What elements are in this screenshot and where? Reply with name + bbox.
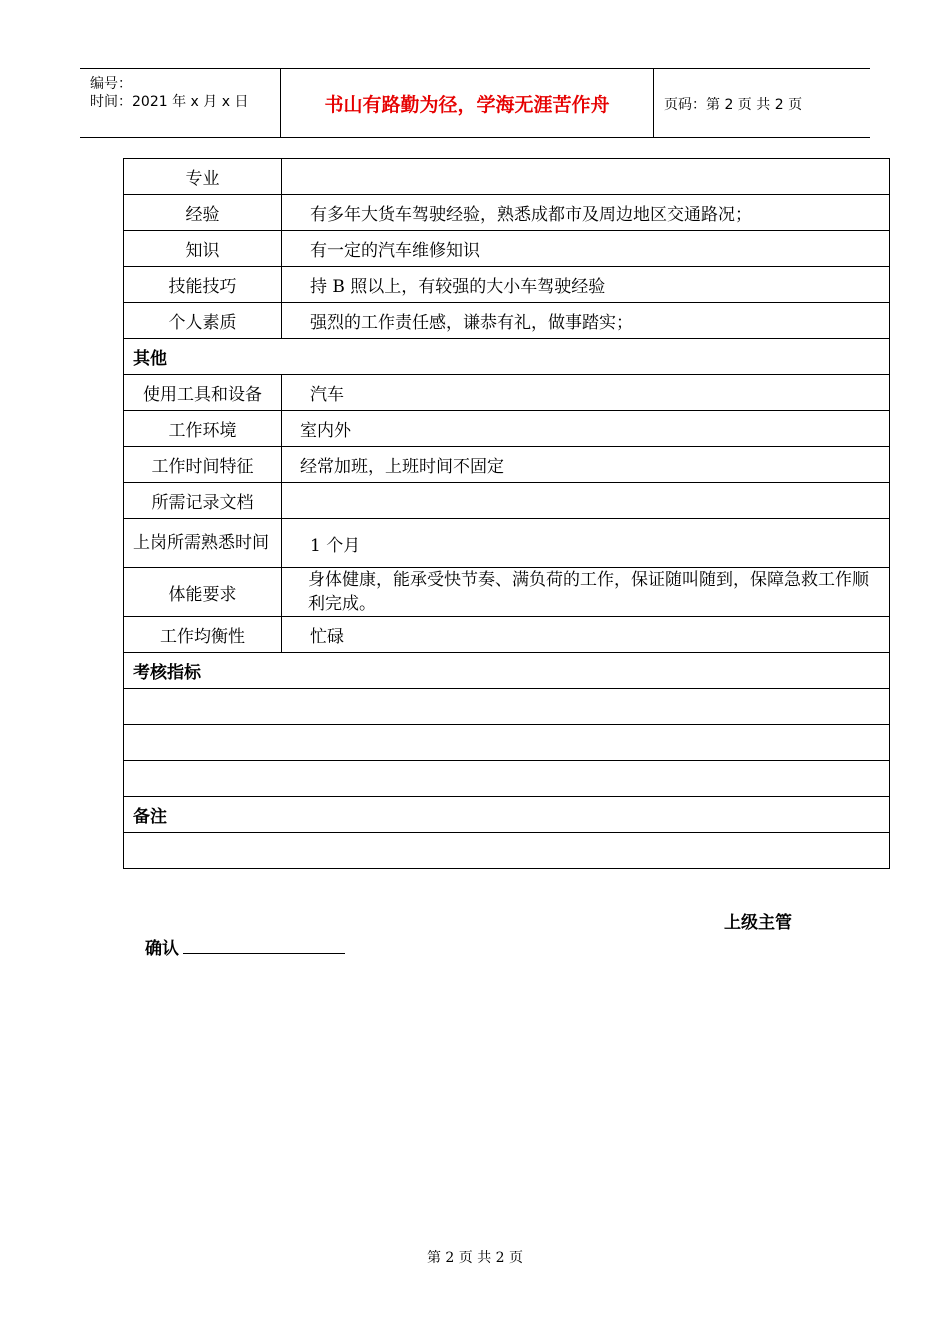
- section-notes-heading: 备注: [124, 797, 890, 833]
- job-description-table: [123, 158, 890, 869]
- label-knowledge: 知识: [124, 231, 282, 267]
- section-other-heading: 其他: [124, 339, 890, 375]
- value-documents: [282, 483, 890, 519]
- label-specialty: 专业: [124, 159, 282, 195]
- value-environment: 室内外: [282, 411, 890, 447]
- kpi-blank-cell: [124, 725, 890, 761]
- table-row: [124, 231, 890, 267]
- label-skills: 技能技巧: [124, 267, 282, 303]
- table-row: [124, 159, 890, 195]
- kpi-blank-cell: [124, 761, 890, 797]
- time-label: 时间：2021 年 x 月 x 日: [90, 94, 249, 110]
- section-row: [124, 653, 890, 689]
- value-work-time: 经常加班，上班时间不固定: [282, 447, 890, 483]
- label-tools: 使用工具和设备: [124, 375, 282, 411]
- supervisor-label: 上级主管: [724, 913, 792, 933]
- value-personal-quality: 强烈的工作责任感，谦恭有礼，做事踏实；: [282, 303, 890, 339]
- value-knowledge: 有一定的汽车维修知识: [282, 231, 890, 267]
- header-meta: [80, 69, 281, 137]
- label-physical-requirement: 体能要求: [124, 568, 282, 617]
- page-footer: 第 2 页 共 2 页: [426, 1250, 524, 1266]
- serial-label: 编号：: [90, 76, 132, 92]
- confirm-signature-line[interactable]: [183, 953, 345, 954]
- label-work-time: 工作时间特征: [124, 447, 282, 483]
- table-row: [124, 303, 890, 339]
- value-workload-balance: 忙碌: [282, 617, 890, 653]
- blank-row: [124, 833, 890, 869]
- section-row: [124, 339, 890, 375]
- table-row: [124, 568, 890, 617]
- label-environment: 工作环境: [124, 411, 282, 447]
- table-row: [124, 519, 890, 568]
- value-familiarization-time: 1 个月: [282, 519, 890, 568]
- notes-blank-cell: [124, 833, 890, 869]
- blank-row: [124, 761, 890, 797]
- section-row: [124, 797, 890, 833]
- blank-row: [124, 689, 890, 725]
- page-header: [80, 68, 870, 138]
- table-row: [124, 195, 890, 231]
- table-row: [124, 483, 890, 519]
- table-row: [124, 617, 890, 653]
- table-row: [124, 447, 890, 483]
- header-motto: 书山有路勤为径，学海无涯苦作舟: [281, 69, 654, 137]
- value-specialty: [282, 159, 890, 195]
- value-physical-requirement: 身体健康，能承受快节奏、满负荷的工作，保证随叫随到，保障急救工作顺利完成。: [282, 568, 890, 617]
- section-kpi-heading: 考核指标: [124, 653, 890, 689]
- table-row: [124, 375, 890, 411]
- label-documents: 所需记录文档: [124, 483, 282, 519]
- confirm-label: 确认: [145, 939, 179, 959]
- header-page-info: 页码：第 2 页 共 2 页: [664, 97, 803, 113]
- table-row: [124, 267, 890, 303]
- kpi-blank-cell: [124, 689, 890, 725]
- value-tools: 汽车: [282, 375, 890, 411]
- table-row: [124, 411, 890, 447]
- value-skills: 持 B 照以上，有较强的大小车驾驶经验: [282, 267, 890, 303]
- label-familiarization-time: 上岗所需熟悉时间: [124, 519, 282, 568]
- blank-row: [124, 725, 890, 761]
- value-experience: 有多年大货车驾驶经验，熟悉成都市及周边地区交通路况；: [282, 195, 890, 231]
- label-workload-balance: 工作均衡性: [124, 617, 282, 653]
- label-personal-quality: 个人素质: [124, 303, 282, 339]
- label-experience: 经验: [124, 195, 282, 231]
